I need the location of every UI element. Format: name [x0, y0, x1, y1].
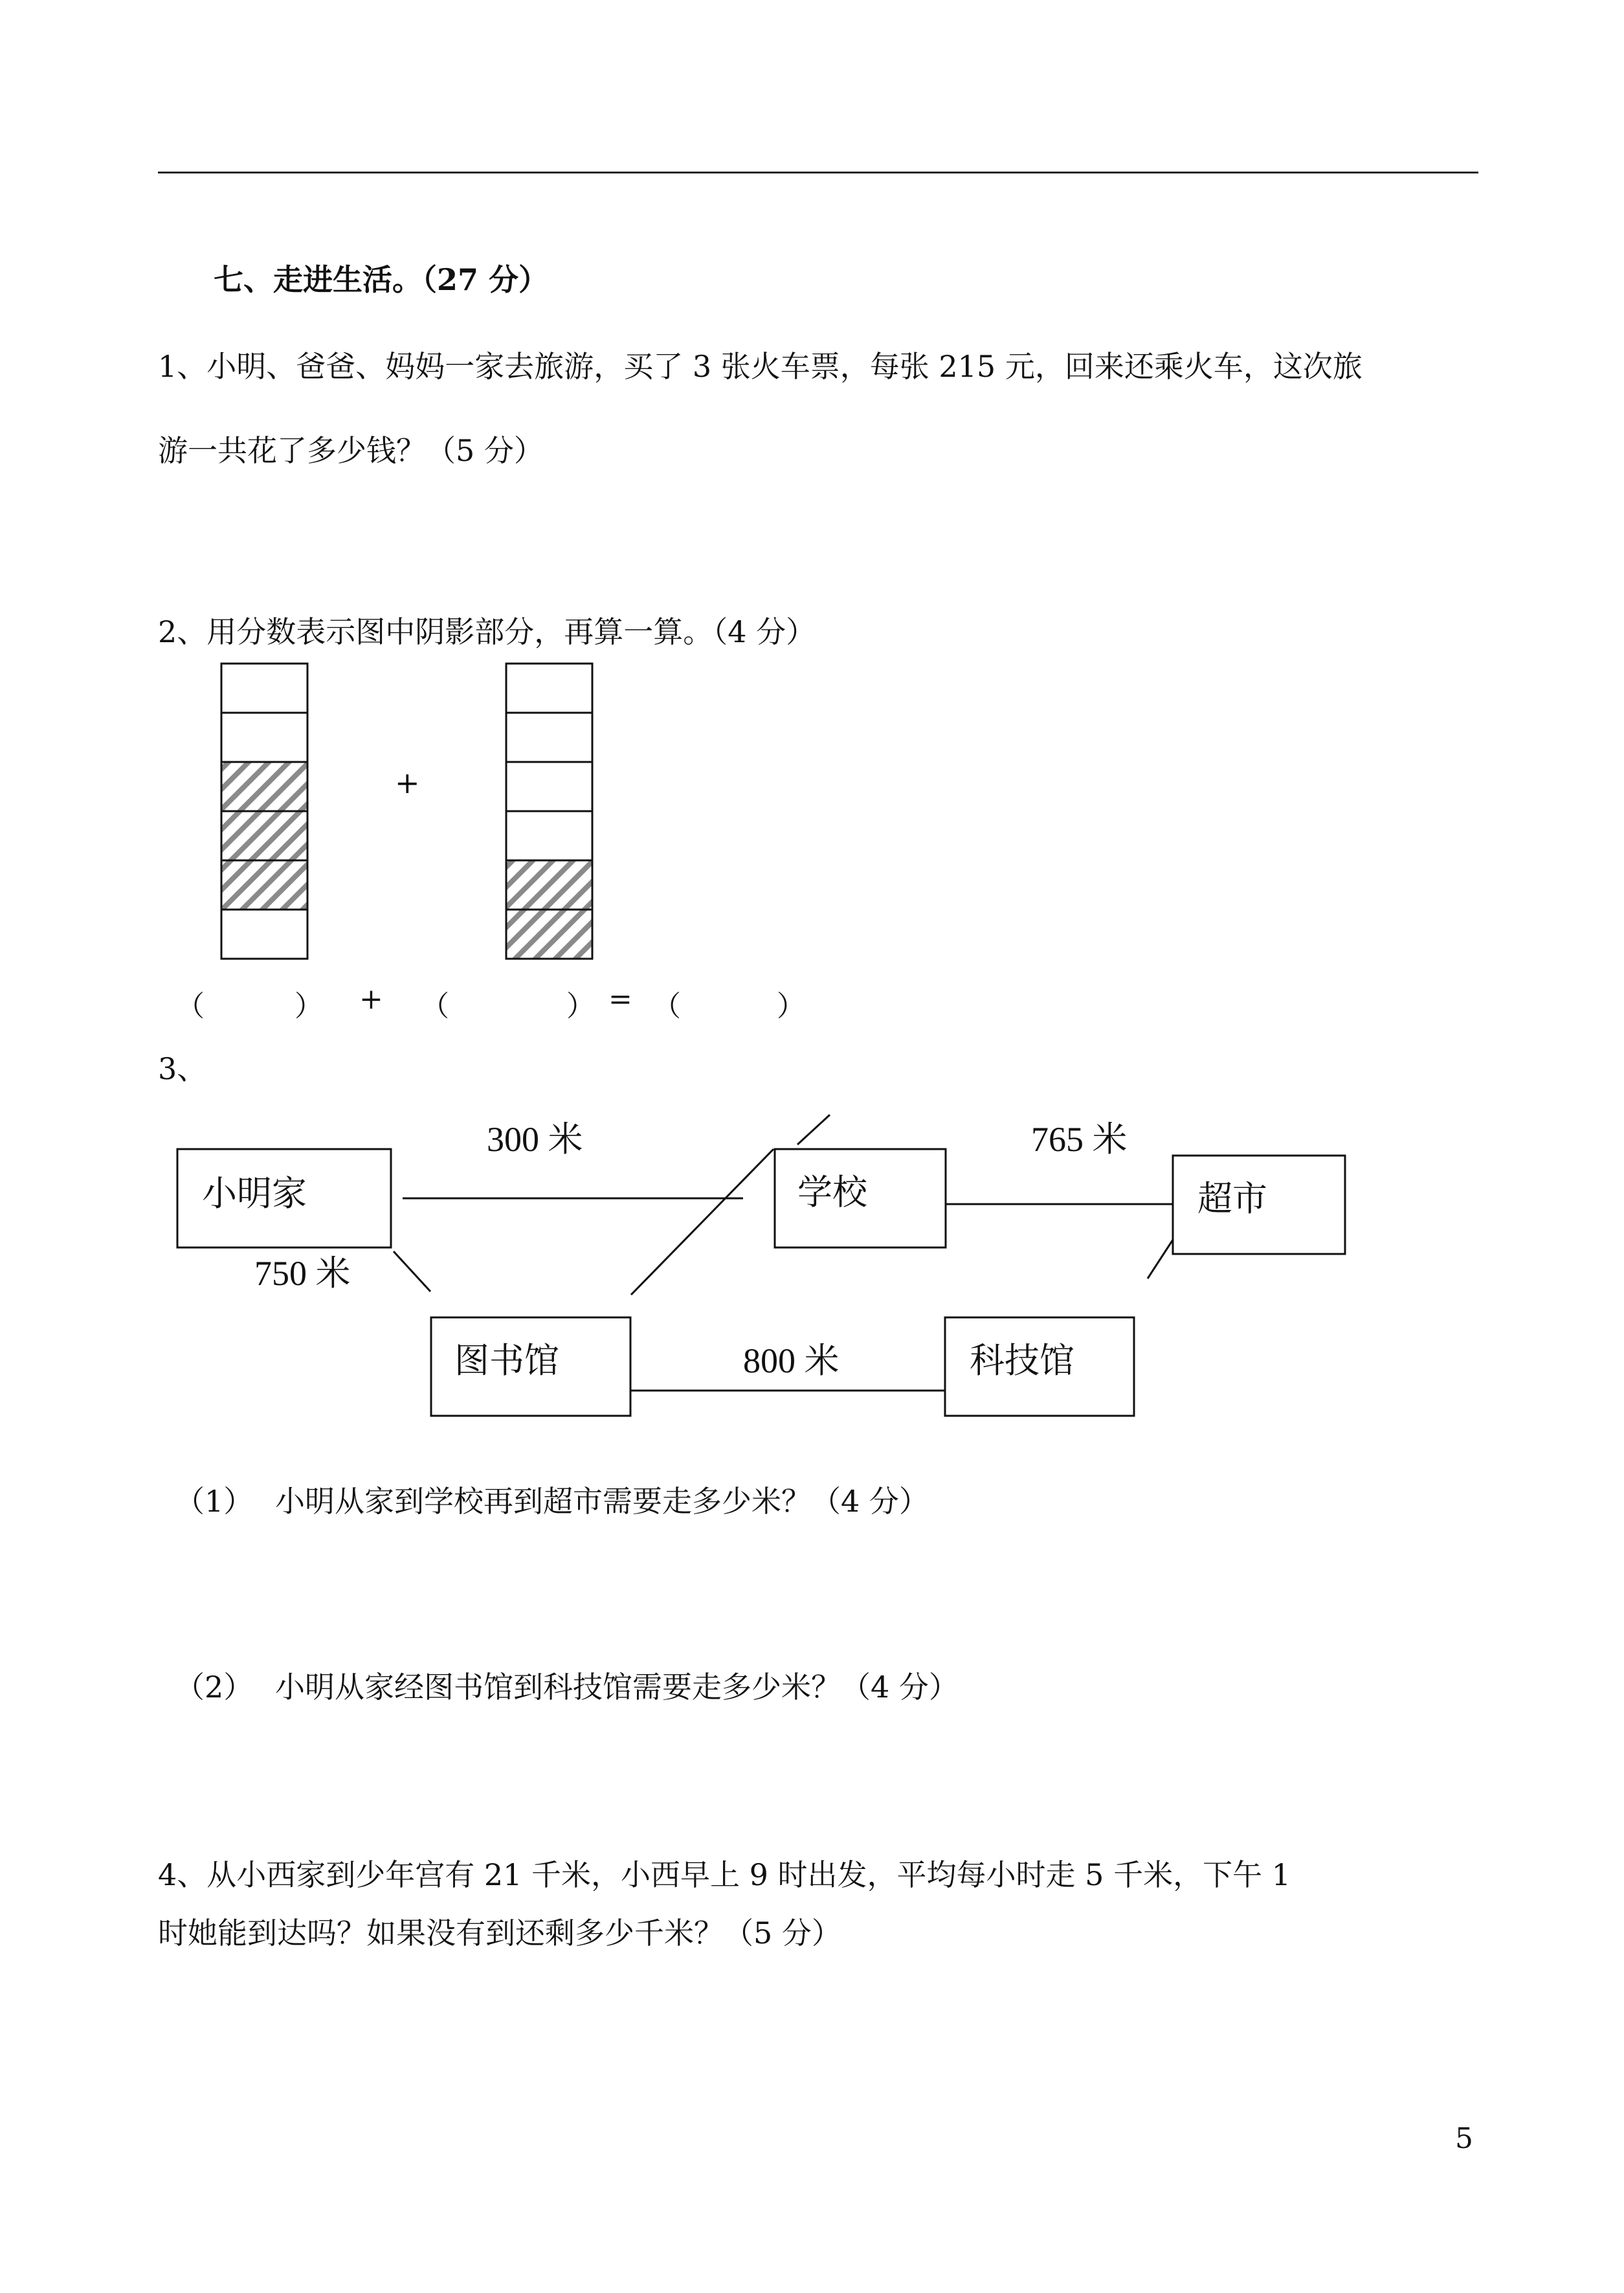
q1-line2: 游一共花了多少钱？（5 分）	[158, 433, 544, 468]
answer-plus: +	[359, 983, 383, 1016]
line-library-school-upper	[797, 1115, 830, 1145]
q1-line1: 1、小明、爸爸、妈妈一家去旅游，买了 3 张火车票，每张 215 元，回来还乘火车，这次旅	[158, 349, 1363, 384]
answer-close-paren-3: ）	[777, 990, 805, 1023]
place-museum	[945, 1317, 1134, 1416]
fraction-bar-right	[506, 664, 592, 959]
q4-line1: 4、从小西家到少年宫有 21 千米，小西早上 9 时出发，平均每小时走 5 千米，下午 1	[158, 1857, 1291, 1892]
q2-text: 2、用分数表示图中阴影部分，再算一算。（4 分）	[158, 614, 816, 649]
q3-sub1-text: 小明从家到学校再到超市需要走多少米？（4 分）	[275, 1484, 929, 1519]
label-home: 小明家	[202, 1173, 307, 1214]
label-museum: 科技馆	[970, 1340, 1074, 1381]
q2-plus-sign: +	[395, 765, 420, 800]
answer-open-paren-1: （	[176, 990, 205, 1023]
fraction-bar-left	[221, 664, 307, 959]
answer-open-paren-2: （	[421, 990, 449, 1023]
bar-left-seg-4-shaded	[221, 860, 307, 910]
bar-right-seg-6-shaded	[506, 910, 592, 959]
label-supermarket: 超市	[1197, 1178, 1267, 1219]
bar-left-seg-2-shaded	[221, 762, 307, 811]
bar-right-seg-5-shaded	[506, 860, 592, 910]
bar-right-seg-4	[506, 811, 592, 860]
bar-left-seg-3-shaded	[221, 811, 307, 860]
answer-close-paren-2: ）	[566, 990, 595, 1023]
answer-equals: =	[608, 983, 632, 1016]
section-title: 七、走进生活。（27 分）	[214, 262, 549, 297]
distance-home-library: 750 米	[254, 1254, 351, 1293]
label-school: 学校	[797, 1172, 867, 1213]
place-supermarket	[1173, 1156, 1345, 1254]
distance-school-supermarket: 765 米	[1031, 1120, 1128, 1159]
q3-sub2-text: 小明从家经图书馆到科技馆需要走多少米？（4 分）	[275, 1670, 959, 1705]
line-library-school-lower	[631, 1149, 773, 1295]
label-library: 图书馆	[454, 1340, 559, 1381]
distance-library-museum: 800 米	[743, 1341, 840, 1380]
q3-label: 3、	[158, 1051, 207, 1086]
distance-home-school: 300 米	[487, 1120, 583, 1159]
place-library	[431, 1317, 630, 1416]
place-school	[775, 1149, 946, 1247]
bar-right-seg-2	[506, 713, 592, 762]
line-museum-supermarket	[1148, 1240, 1173, 1279]
bar-right-seg-3	[506, 762, 592, 811]
answer-close-paren-1: ）	[295, 990, 323, 1023]
q4-line2: 时她能到达吗？如果没有到还剩多少千米？（5 分）	[158, 1916, 841, 1951]
line-home-library	[394, 1251, 430, 1292]
page-number: 5	[1455, 2122, 1473, 2155]
answer-open-paren-3: （	[652, 990, 681, 1023]
q3-sub2-number: （2）	[175, 1670, 254, 1705]
bar-left-seg-5	[221, 910, 307, 959]
q3-sub1-number: （1）	[175, 1484, 254, 1519]
bar-right-seg-1	[506, 664, 592, 713]
place-home	[177, 1149, 391, 1247]
bar-left-seg-1	[221, 713, 307, 762]
